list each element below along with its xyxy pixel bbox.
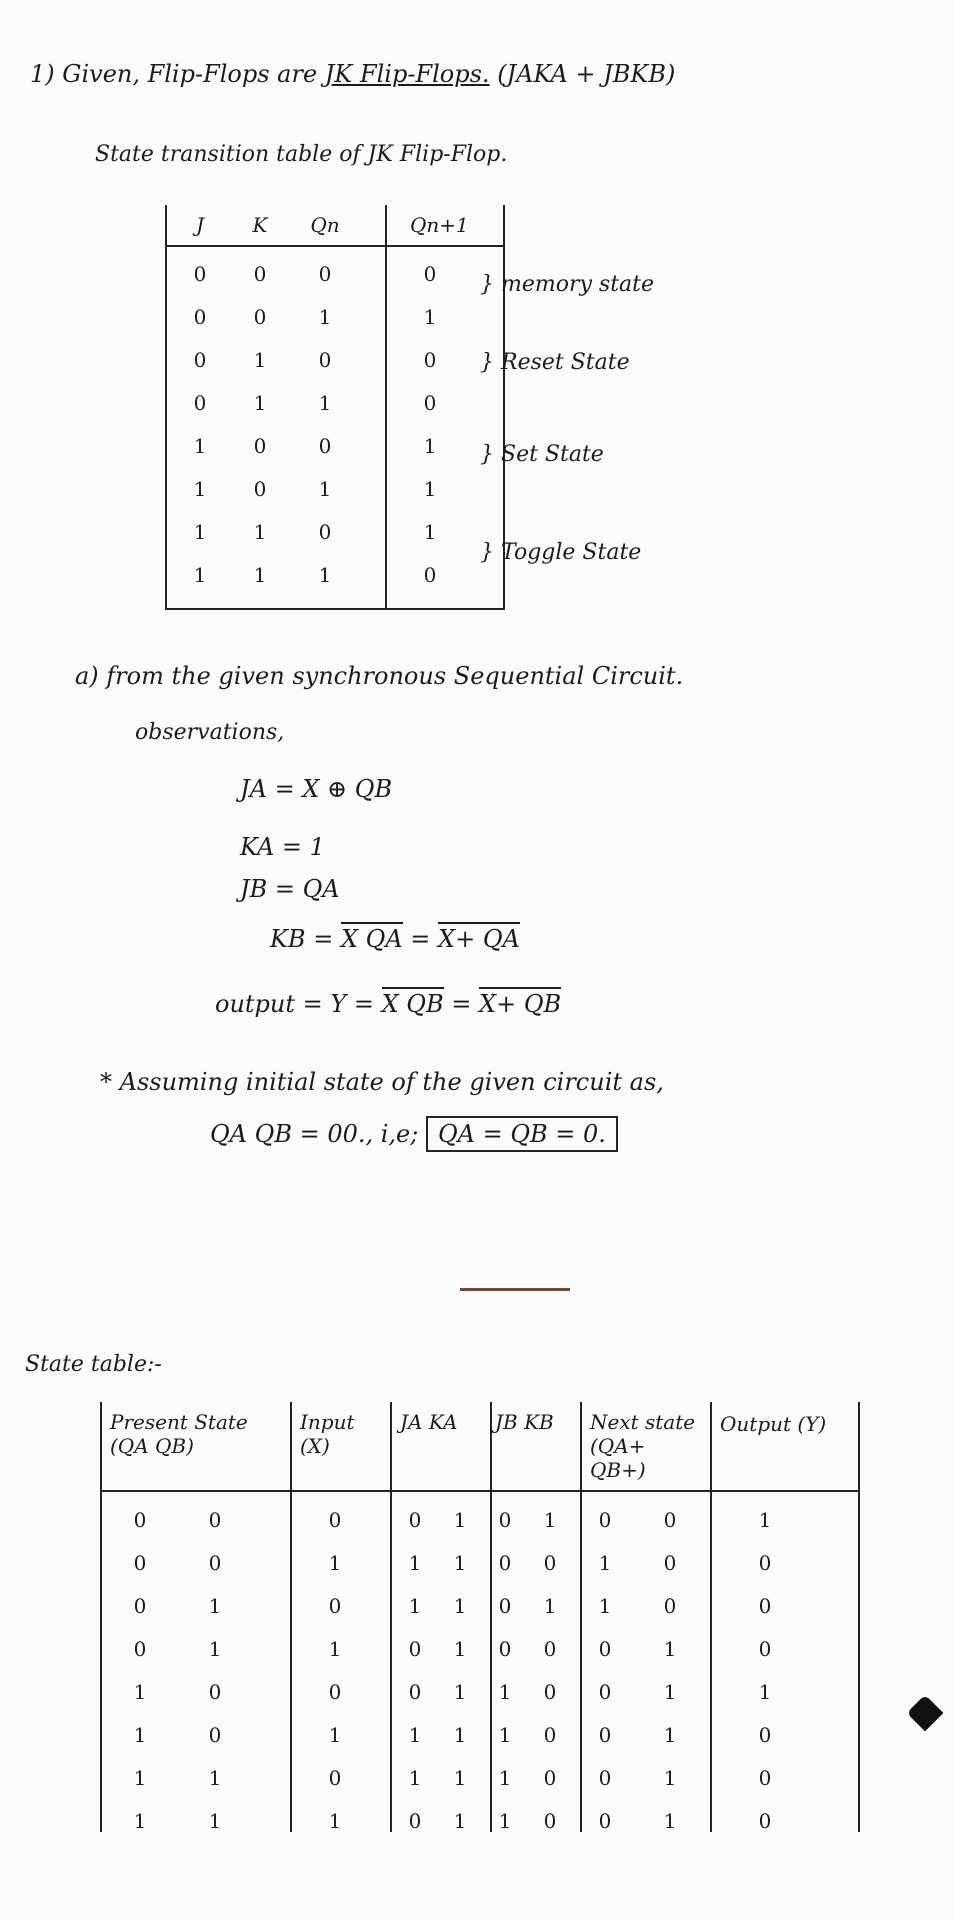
note-set: } Set State xyxy=(480,442,604,467)
tt-cell: 1 xyxy=(318,563,332,587)
problem-number: 1) xyxy=(30,60,55,88)
st-cell: 1 xyxy=(133,1809,147,1833)
st-cell: 0 xyxy=(208,1680,222,1704)
eq-kb: KB = X QA = X+ QA xyxy=(270,925,520,953)
tt-cell: 1 xyxy=(318,477,332,501)
tt-cell: 1 xyxy=(423,305,437,329)
st-cell: 0 xyxy=(543,1723,557,1747)
note-memory: } memory state xyxy=(480,272,655,297)
st-cell: 1 xyxy=(328,1723,342,1747)
st-cell: 0 xyxy=(543,1680,557,1704)
tt-cell: 1 xyxy=(253,391,267,415)
st-cell: 1 xyxy=(408,1551,422,1575)
st-cell: 0 xyxy=(328,1766,342,1790)
st-cell: 0 xyxy=(598,1766,612,1790)
intro-text: Given, Flip-Flops are xyxy=(62,60,318,88)
st-cell: 0 xyxy=(208,1551,222,1575)
st-cell: 0 xyxy=(598,1809,612,1833)
st-cell: 0 xyxy=(133,1551,147,1575)
tt-cell: 0 xyxy=(318,348,332,372)
st-cell: 0 xyxy=(408,1680,422,1704)
st-cell: 1 xyxy=(598,1551,612,1575)
st-cell: 1 xyxy=(208,1594,222,1618)
tt-cell: 1 xyxy=(423,477,437,501)
tt-cell: 1 xyxy=(253,520,267,544)
st-cell: 1 xyxy=(408,1766,422,1790)
tt-cell: 1 xyxy=(423,520,437,544)
st-cell: 0 xyxy=(758,1809,772,1833)
tt-cell: 1 xyxy=(253,348,267,372)
st-cell: 1 xyxy=(453,1637,467,1661)
assumption-box: QA = QB = 0. xyxy=(426,1116,618,1152)
st-cell: 0 xyxy=(133,1594,147,1618)
tt-cell: 0 xyxy=(318,520,332,544)
tt-cell: 0 xyxy=(423,348,437,372)
st-cell: 0 xyxy=(758,1723,772,1747)
tt-cell: 0 xyxy=(423,563,437,587)
st-cell: 1 xyxy=(453,1809,467,1833)
st-cell: 1 xyxy=(453,1680,467,1704)
tt-cell: 1 xyxy=(318,391,332,415)
tt-cell: 0 xyxy=(423,391,437,415)
tt-cell: 0 xyxy=(253,477,267,501)
st-cell: 1 xyxy=(758,1508,772,1532)
note-reset: } Reset State xyxy=(480,350,630,375)
st-cell: 0 xyxy=(598,1723,612,1747)
st-cell: 0 xyxy=(758,1551,772,1575)
assumption: * Assuming initial state of the given circuit as, xyxy=(100,1068,664,1096)
header-jaka: JA KA xyxy=(400,1410,458,1434)
st-cell: 0 xyxy=(328,1594,342,1618)
st-cell: 1 xyxy=(663,1723,677,1747)
tt-cell: 1 xyxy=(253,563,267,587)
st-cell: 0 xyxy=(543,1637,557,1661)
st-cell: 1 xyxy=(453,1551,467,1575)
st-cell: 0 xyxy=(498,1551,512,1575)
tt-cell: 0 xyxy=(253,262,267,286)
tt-cell: 1 xyxy=(193,477,207,501)
ff-inputs: (JAKA + JBKB) xyxy=(497,60,676,88)
st-cell: 1 xyxy=(208,1766,222,1790)
st-cell: 0 xyxy=(663,1508,677,1532)
st-cell: 1 xyxy=(498,1809,512,1833)
st-cell: 1 xyxy=(663,1637,677,1661)
tt-cell: 0 xyxy=(318,434,332,458)
tt-cell: 1 xyxy=(193,434,207,458)
tt-cell: 0 xyxy=(318,262,332,286)
st-cell: 1 xyxy=(498,1723,512,1747)
st-cell: 1 xyxy=(498,1680,512,1704)
state-table-title: State table:- xyxy=(25,1352,162,1377)
st-cell: 1 xyxy=(758,1680,772,1704)
note-toggle: } Toggle State xyxy=(480,540,642,565)
st-cell: 1 xyxy=(453,1723,467,1747)
assumption-state: QA QB = 00., i,e; QA = QB = 0. xyxy=(210,1120,618,1148)
st-cell: 0 xyxy=(208,1508,222,1532)
st-cell: 1 xyxy=(543,1508,557,1532)
st-cell: 0 xyxy=(498,1508,512,1532)
st-cell: 0 xyxy=(408,1809,422,1833)
tt-header-3: Qn+1 xyxy=(410,213,469,237)
st-cell: 0 xyxy=(408,1508,422,1532)
eq-output: output = Y = X QB = X+ QB xyxy=(215,990,561,1018)
st-cell: 1 xyxy=(328,1551,342,1575)
st-cell: 1 xyxy=(408,1723,422,1747)
problem-intro xyxy=(30,60,675,88)
tt-header-2: Qn xyxy=(310,213,340,237)
header-present: Present State (QA QB) xyxy=(110,1410,248,1458)
tt-cell: 0 xyxy=(193,262,207,286)
transition-title: State transition table of JK Flip-Flop. xyxy=(95,142,508,167)
st-cell: 1 xyxy=(453,1594,467,1618)
tt-cell: 0 xyxy=(253,305,267,329)
st-cell: 0 xyxy=(133,1637,147,1661)
st-cell: 0 xyxy=(598,1637,612,1661)
st-cell: 1 xyxy=(663,1680,677,1704)
tt-header-0: J xyxy=(195,213,205,237)
tt-cell: 1 xyxy=(318,305,332,329)
st-cell: 1 xyxy=(133,1723,147,1747)
header-next: Next state (QA+ QB+) xyxy=(590,1410,696,1482)
st-cell: 0 xyxy=(498,1594,512,1618)
st-cell: 1 xyxy=(598,1594,612,1618)
st-cell: 0 xyxy=(543,1809,557,1833)
part-a-heading: a) from the given synchronous Sequential Circuit. xyxy=(75,662,684,690)
st-cell: 0 xyxy=(328,1508,342,1532)
tt-cell: 1 xyxy=(193,520,207,544)
st-cell: 0 xyxy=(663,1551,677,1575)
st-cell: 1 xyxy=(133,1766,147,1790)
header-output: Output (Y) xyxy=(720,1412,827,1436)
ff-name: JK Flip-Flops. xyxy=(324,60,490,88)
st-cell: 1 xyxy=(328,1637,342,1661)
st-cell: 0 xyxy=(758,1766,772,1790)
observations: observations, xyxy=(135,720,285,745)
st-cell: 0 xyxy=(758,1594,772,1618)
header-jbkb: JB KB xyxy=(495,1410,554,1434)
tt-cell: 0 xyxy=(193,391,207,415)
st-cell: 1 xyxy=(543,1594,557,1618)
st-cell: 0 xyxy=(663,1594,677,1618)
header-input: Input (X) xyxy=(300,1410,355,1458)
tt-cell: 0 xyxy=(423,262,437,286)
st-cell: 1 xyxy=(663,1809,677,1833)
st-cell: 1 xyxy=(408,1594,422,1618)
st-cell: 0 xyxy=(598,1680,612,1704)
st-cell: 0 xyxy=(133,1508,147,1532)
st-cell: 0 xyxy=(328,1680,342,1704)
st-cell: 0 xyxy=(598,1508,612,1532)
eq-ka: KA = 1 xyxy=(240,833,325,861)
st-cell: 1 xyxy=(498,1766,512,1790)
st-cell: 1 xyxy=(133,1680,147,1704)
st-cell: 1 xyxy=(453,1766,467,1790)
divider xyxy=(460,1288,570,1291)
tt-cell: 0 xyxy=(193,348,207,372)
tt-cell: 0 xyxy=(193,305,207,329)
edge-mark xyxy=(907,1695,944,1732)
st-cell: 0 xyxy=(543,1766,557,1790)
st-cell: 0 xyxy=(408,1637,422,1661)
tt-cell: 1 xyxy=(423,434,437,458)
st-cell: 1 xyxy=(208,1809,222,1833)
st-cell: 1 xyxy=(663,1766,677,1790)
st-cell: 1 xyxy=(453,1508,467,1532)
st-cell: 1 xyxy=(208,1637,222,1661)
tt-header-1: K xyxy=(252,213,268,237)
tt-cell: 0 xyxy=(253,434,267,458)
st-cell: 0 xyxy=(498,1637,512,1661)
st-cell: 0 xyxy=(758,1637,772,1661)
st-cell: 0 xyxy=(208,1723,222,1747)
st-cell: 0 xyxy=(543,1551,557,1575)
st-cell: 1 xyxy=(328,1809,342,1833)
eq-jb: JB = QA xyxy=(240,875,340,903)
tt-cell: 1 xyxy=(193,563,207,587)
eq-ja: JA = X ⊕ QB xyxy=(240,775,393,803)
